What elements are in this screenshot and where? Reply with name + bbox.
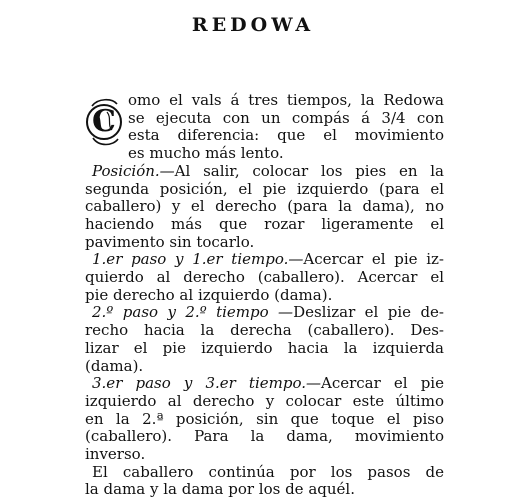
text-line: quierdo al derecho (caballero). Acercar el — [85, 268, 444, 286]
paragraph-heading: 1.er paso y 1.er tiempo.— — [92, 250, 304, 269]
text-line: El caballero continúa por los pasos de — [92, 462, 444, 481]
paragraph-heading: 3.er paso y 3.er tiempo.— — [92, 374, 321, 393]
text-line: pie derecho al izquierdo (dama). — [85, 285, 333, 304]
page-title: REDOWA — [191, 14, 315, 36]
text-line: en la 2.ª posición, sin que toque el piso — [85, 409, 444, 428]
text-line: esta diferencia: que el movimiento — [128, 126, 444, 145]
text-line: pavimento sin tocarlo. — [85, 232, 255, 251]
text-line: lizar el pie izquierdo hacia la izquierda — [85, 338, 444, 357]
paragraph-heading: Posición.— — [92, 161, 175, 180]
paragraph-heading: 2.º paso y 2.º tiempo — — [92, 303, 294, 322]
text-line — [92, 304, 444, 322]
text-line: (caballero). Para la dama, movimiento — [85, 427, 444, 446]
paragraph-text: Deslizar el pie de- — [293, 303, 444, 322]
paragraph-text: Acercar el pie — [321, 374, 444, 393]
text-line: segunda posición, el pie izquierdo (para el — [85, 179, 444, 198]
text-line: se ejecuta con un compás á 3/4 con — [128, 108, 444, 127]
text-line: omo el vals á tres tiempos, la Redowa — [128, 91, 444, 109]
text-line — [92, 375, 444, 393]
text-line: haciendo más que rozar ligeramente el — [85, 214, 444, 233]
paragraph-text: Al salir, colocar los pies en la — [174, 161, 444, 180]
text-line: izquierdo al derecho y colocar este último — [85, 391, 444, 410]
text-line — [92, 163, 444, 181]
paragraph-text: Acercar el pie iz- — [303, 250, 444, 269]
text-line — [92, 251, 444, 269]
text-line: recho hacia la derecha (caballero). Des- — [85, 321, 444, 340]
text-line: es mucho más lento. — [128, 144, 284, 163]
text-line: inverso. — [85, 445, 146, 463]
ornamental-initial — [84, 94, 124, 150]
text-line: la dama y la dama por los de aquél. — [85, 480, 355, 499]
initial-letter: C — [92, 104, 116, 139]
text-line: (dama). — [85, 356, 144, 375]
text-line: caballero) y el derecho (para la dama), no — [85, 197, 444, 216]
